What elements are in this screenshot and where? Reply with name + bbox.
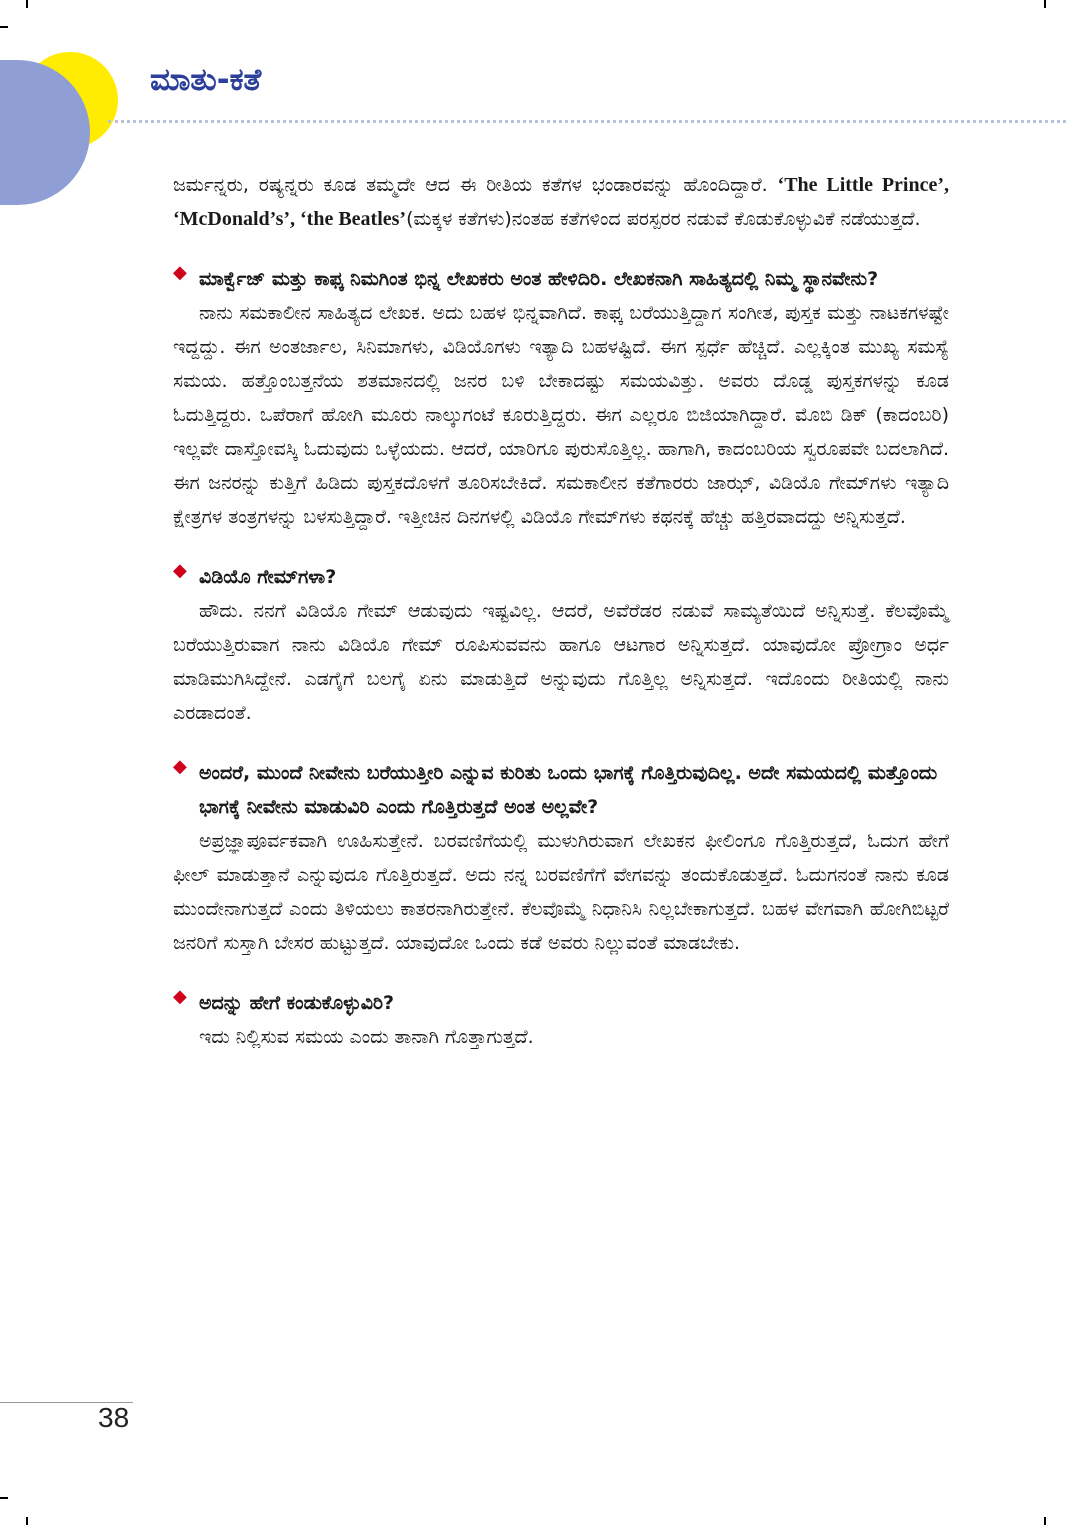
qa-item [173, 560, 949, 730]
question-text: ಅದನ್ನು ಹೇಗೆ ಕಂಡುಕೊಳ್ಳುವಿರಿ? [199, 992, 395, 1014]
answer [173, 824, 949, 960]
question-text: ವಿಡಿಯೊ ಗೇಮ್‌ಗಳಾ? [199, 566, 337, 588]
question-text: ಅಂದರೆ, ಮುಂದೆ ನೀವೇನು ಬರೆಯುತ್ತೀರಿ ಎನ್ನುವ ಕುರಿತು ಒಂದು ಭಾಗಕ್ಕೆ ಗೊತ್ತಿರುವುದಿಲ್ಲ. ಅದೇ ಸಮಯದಲ್ಲಿ ಮತ್ತೊಂದು ಭಾಗಕ್ಕೆ ನೀವೇನು ಮಾಡುವಿರಿ ಎಂದು ಗೊತ್ತಿರುತ್ತದೆ ಅಂತ ಅಲ್ಲವೇ? [199, 762, 938, 818]
intro-text-before: ಜರ್ಮನ್ನರು, ರಷ್ಯನ್ನರು ಕೂಡ ತಮ್ಮದೇ ಆದ ಈ ರೀತಿಯ ಕತೆಗಳ ಭಂಡಾರವನ್ನು ಹೊಂದಿದ್ದಾರೆ. [173, 174, 768, 196]
question [173, 560, 949, 594]
header-divider [108, 120, 1066, 123]
diamond-bullet-icon: ◆ [173, 262, 187, 283]
qa-item [173, 756, 949, 960]
answer-text: ಇದು ನಿಲ್ಲಿಸುವ ಸಮಯ ಎಂದು ತಾನಾಗಿ ಗೊತ್ತಾಗುತ್ತದೆ. [199, 1026, 534, 1048]
crop-mark-left-upper [0, 26, 8, 28]
intro-book-titles: ‘The Little Prince’, ‘McDonald’s’, ‘the Beatles’ [173, 174, 950, 230]
diamond-bullet-icon: ◆ [173, 756, 187, 777]
question [173, 986, 949, 1020]
qa-item [173, 986, 949, 1054]
crop-mark-top-right [1044, 0, 1046, 8]
answer-text: ನಾನು ಸಮಕಾಲೀನ ಸಾಹಿತ್ಯದ ಲೇಖಕ. ಅದು ಬಹಳ ಭಿನ್ನವಾಗಿದೆ. ಕಾಫ್ಕ ಬರೆಯುತ್ತಿದ್ದಾಗ ಸಂಗೀತ, ಪುಸ್ತಕ ಮತ್ತು ನಾಟಕಗಳಷ್ಟೇ ಇದ್ದದ್ದು. ಈಗ ಅಂತರ್ಜಾಲ, ಸಿನಿಮಾಗಳು, ವಿಡಿಯೊಗಳು ಇತ್ಯಾದಿ ಬಹಳಷ್ಟಿದೆ. ಈಗ ಸ್ಪರ್ಧೆ ಹೆಚ್ಚಿದೆ. ಎಲ್ಲಕ್ಕಿಂತ ಮುಖ್ಯ ಸಮಸ್ಯೆ ಸಮಯ. ಹತ್ತೊಂಬತ್ತನೆಯ ಶತಮಾನದಲ್ಲಿ ಜನರ ಬಳಿ ಬೇಕಾದಷ್ಟು ಸಮಯವಿತ್ತು. ಅವರು ದೊಡ್ಡ ಪುಸ್ತಕಗಳನ್ನು ಕೂಡ ಓದುತ್ತಿದ್ದರು. ಒಪೆರಾಗೆ ಹೋಗಿ ಮೂರು ನಾಲ್ಕುಗಂಟೆ ಕೂರುತ್ತಿದ್ದರು. ಈಗ ಎಲ್ಲರೂ ಬಿಜಿಯಾಗಿದ್ದಾರೆ. ಮೊಬಿ ಡಿಕ್ (ಕಾದಂಬರಿ) ಇಲ್ಲವೇ ದಾಸ್ತೋವಸ್ಕಿ ಓದುವುದು ಒಳ್ಳೆಯದು. ಆದರೆ, ಯಾರಿಗೂ ಪುರುಸೊತ್ತಿಲ್ಲ. ಹಾಗಾಗಿ, ಕಾದಂಬರಿಯ ಸ್ವರೂಪವೇ ಬದಲಾಗಿದೆ. ಈಗ ಜನರನ್ನು ಕುತ್ತಿಗೆ ಹಿಡಿದು ಪುಸ್ತಕದೊಳಗೆ ತೂರಿಸಬೇಕಿದೆ. ಸಮಕಾಲೀನ ಕತೆಗಾರರು ಜಾಝ್, ವಿಡಿಯೊ ಗೇಮ್‌ಗಳು ಇತ್ಯಾದಿ ಕ್ಷೇತ್ರಗಳ ತಂತ್ರಗಳನ್ನು ಬಳಸುತ್ತಿದ್ದಾರೆ. ಇತ್ತೀಚಿನ ದಿನಗಳಲ್ಲಿ ವಿಡಿಯೊ ಗೇಮ್‌ಗಳು ಕಥನಕ್ಕೆ ಹೆಚ್ಚು ಹತ್ತಿರವಾದದ್ದು ಅನ್ನಿಸುತ್ತದೆ. [173, 302, 949, 528]
answer-text: ಅಪ್ರಜ್ಞಾಪೂರ್ವಕವಾಗಿ ಊಹಿಸುತ್ತೇನೆ. ಬರವಣಿಗೆಯಲ್ಲಿ ಮುಳುಗಿರುವಾಗ ಲೇಖಕನ ಫೀಲಿಂಗೂ ಗೊತ್ತಿರುತ್ತದೆ, ಓದುಗ ಹೇಗೆ ಫೀಲ್ ಮಾಡುತ್ತಾನೆ ಎನ್ನುವುದೂ ಗೊತ್ತಿರುತ್ತದೆ. ಅದು ನನ್ನ ಬರವಣಿಗೆಗೆ ವೇಗವನ್ನು ತಂದುಕೊಡುತ್ತದೆ. ಓದುಗನಂತೆ ನಾನು ಕೂಡ ಮುಂದೇನಾಗುತ್ತದೆ ಎಂದು ತಿಳಿಯಲು ಕಾತರನಾಗಿರುತ್ತೇನೆ. ಕೆಲವೊಮ್ಮೆ ನಿಧಾನಿಸಿ ನಿಲ್ಲಬೇಕಾಗುತ್ತದೆ. ಬಹಳ ವೇಗವಾಗಿ ಹೋಗಿಬಿಟ್ಟರೆ ಜನರಿಗೆ ಸುಸ್ತಾಗಿ ಬೇಸರ ಹುಟ್ಟುತ್ತದೆ. ಯಾವುದೋ ಒಂದು ಕಡೆ ಅವರು ನಿಲ್ಲುವಂತೆ ಮಾಡಬೇಕು. [173, 830, 949, 954]
intro-text-after: (ಮಕ್ಕಳ ಕತೆಗಳು)ನಂತಹ ಕತೆಗಳಿಂದ ಪರಸ್ಪರರ ನಡುವೆ ಕೊಡುಕೊಳ್ಳುವಿಕೆ ನಡೆಯುತ್ತದೆ. [406, 208, 921, 230]
intro-paragraph [173, 168, 949, 236]
answer [173, 1020, 949, 1054]
qa-item [173, 262, 949, 534]
page-number: 38 [98, 1402, 130, 1433]
question [173, 756, 949, 824]
question-text: ಮಾರ್ಕ್ವೆಜ್ ಮತ್ತು ಕಾಫ್ಕ ನಿಮಗಿಂತ ಭಿನ್ನ ಲೇಖಕರು ಅಂತ ಹೇಳಿದಿರಿ. ಲೇಖಕನಾಗಿ ಸಾಹಿತ್ಯದಲ್ಲಿ ನಿಮ್ಮ ಸ್ಥಾನವೇನು? [199, 268, 879, 290]
crop-mark-bottom-left [26, 1517, 28, 1525]
page-header-title: ಮಾತು-ಕತೆ [150, 62, 262, 98]
question [173, 262, 949, 296]
diamond-bullet-icon: ◆ [173, 986, 187, 1007]
diamond-bullet-icon: ◆ [173, 560, 187, 581]
crop-mark-bottom-right [1044, 1517, 1046, 1525]
answer [173, 296, 949, 534]
crop-mark-top-left [26, 0, 28, 8]
answer-text: ಹೌದು. ನನಗೆ ವಿಡಿಯೊ ಗೇಮ್ ಆಡುವುದು ಇಷ್ಟವಿಲ್ಲ. ಆದರೆ, ಅವೆರೆಡರ ನಡುವೆ ಸಾಮ್ಯತೆಯಿದೆ ಅನ್ನಿಸುತ್ತೆ. ಕೆಲವೊಮ್ಮೆ ಬರೆಯುತ್ತಿರುವಾಗ ನಾನು ವಿಡಿಯೊ ಗೇಮ್ ರೂಪಿಸುವವನು ಹಾಗೂ ಆಟಗಾರ ಅನ್ನಿಸುತ್ತದೆ. ಯಾವುದೋ ಪ್ರೋಗ್ರಾಂ ಅರ್ಧ ಮಾಡಿಮುಗಿಸಿದ್ದೇನೆ. ಎಡಗೈಗೆ ಬಲಗೈ ಏನು ಮಾಡುತ್ತಿದೆ ಅನ್ನುವುದು ಗೊತ್ತಿಲ್ಲ ಅನ್ನಿಸುತ್ತದೆ. ಇದೊಂದು ರೀತಿಯಲ್ಲಿ ನಾನು ಎರಡಾದಂತೆ. [173, 600, 949, 724]
answer [173, 594, 949, 730]
article-body [173, 168, 949, 1054]
crop-mark-left-lower [0, 1497, 8, 1499]
